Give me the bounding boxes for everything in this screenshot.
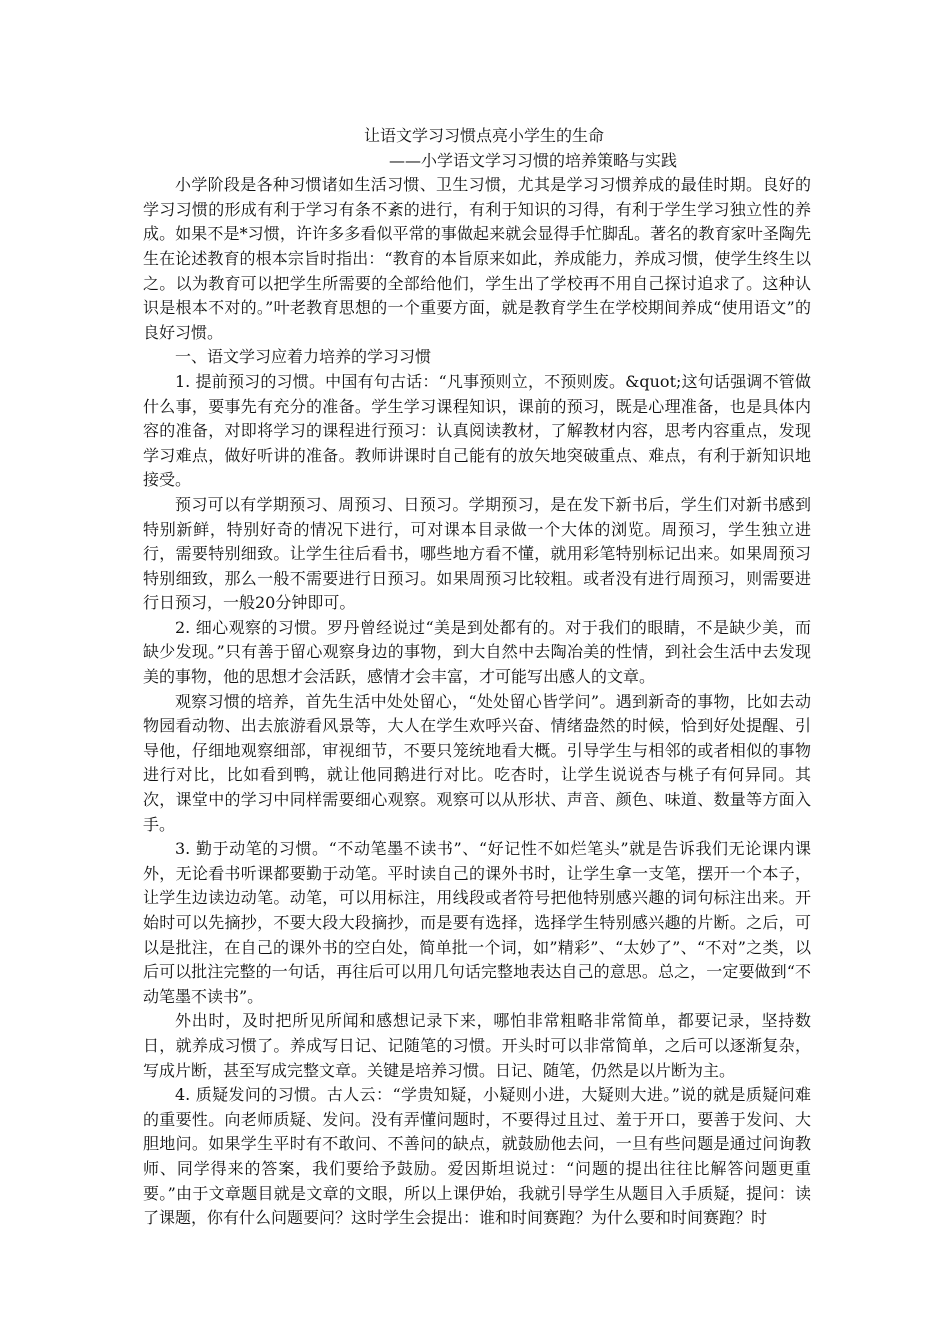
paragraph: 外出时，及时把所见所闻和感想记录下来，哪怕非常粗略非常简单，都要记录，坚持数日，就养成习惯了。养成写日记、记随笔的习惯。开头时可以非常简单，之后可以逐渐复杂，写成片断，甚至写成完整文章。关键是培养习惯。日记、随笔，仍然是以片断为主。 — [143, 1011, 811, 1080]
paragraph: 小学阶段是各种习惯诸如生活习惯、卫生习惯，尤其是学习习惯养成的最佳时期。良好的学习习惯的形成有利于学习有条不紊的进行，有利于知识的习得，有利于学生学习独立性的养成。如果不是*习惯，许许多多看似平常的事做起来就会显得手忙脚乱。著名的教育家叶圣陶先生在论述教育的根本宗旨时指出：“教育的本旨原来如此，养成能力，养成习惯，使学生终生以之。以为教育可以把学生所需要的全部给他们，学生出了学校再不用自己探讨追求了。这种认识是根本不对的。”叶老教育思想的一个重要方面，就是教育学生在学校期间养成“使用语文”的良好习惯。 — [143, 175, 811, 342]
paragraph: 预习可以有学期预习、周预习、日预习。学期预习，是在发下新书后，学生们对新书感到特别新鲜，特别好奇的情况下进行，可对课本目录做一个大体的浏览。周预习，学生独立进行，需要特别细致。让学生往后看书，哪些地方看不懂，就用彩笔特别标记出来。如果周预习特别细致，那么一般不需要进行日预习。如果周预习比较粗。或者没有进行周预习，则需要进行日预习，一般20分钟即可。 — [143, 494, 811, 613]
document-subtitle: ——小学语文学习习惯的培养策略与实践 — [389, 150, 678, 170]
paragraph: 观察习惯的培养，首先生活中处处留心，“处处留心皆学问”。遇到新奇的事物，比如去动物园看动物、出去旅游看风景等，大人在学生欢呼兴奋、情绪盎然的时候，恰到好处提醒、引导他，仔细地观察细部，审视细节，不要只笼统地看大概。引导学生与相邻的或者相似的事物进行对比，比如看到鸭，就让他同鹅进行对比。吃杏时，让学生说说杏与桃子有何异同。其次，课堂中的学习中同样需要细心观察。观察可以从形状、声音、颜色、味道、数量等方面入手。 — [143, 691, 811, 834]
paragraph: 3. 勤于动笔的习惯。“不动笔墨不读书”、“好记性不如烂笔头”就是告诉我们无论课内课外，无论看书听课都要勤于动笔。平时读自己的课外书时，让学生拿一支笔，摆开一个本子，让学生边读边动笔。动笔，可以用标注，用线段或者符号把他特别感兴趣的词句标注出来。开始时可以先摘抄，不要大段大段摘抄，而是要有选择，选择学生特别感兴趣的片断。之后，可以是批注，在自己的课外书的空白处，简单批一个词，如”精彩”、“太妙了”、“不对”之类，以后可以批注完整的一句话，再往后可以用几句话完整地表达自己的意思。总之，一定要做到“不动笔墨不读书”。 — [143, 839, 811, 1006]
document-title: 让语文学习习惯点亮小学生的生命 — [363, 126, 604, 145]
document-body — [143, 124, 811, 1231]
paragraph: 4. 质疑发问的习惯。古人云：“学贵知疑，小疑则小进，大疑则大进。”说的就是质疑问难的重要性。向老师质疑、发问。没有弄懂问题时，不要得过且过、羞于开口，要善于发问、大胆地问。如果学生平时有不敢问、不善问的缺点，就鼓励他去问，一旦有些问题是通过问询教师、同学得来的答案，我们要给予鼓励。爱因斯坦说过：“问题的提出往往比解答问题更重要。”由于文章题目就是文章的文眼，所以上课伊始，我就引导学生从题目入手质疑，提问：读了课题，你有什么问题要问？这时学生会提出：谁和时间赛跑？为什么要和时间赛跑？时 — [143, 1085, 811, 1228]
section-heading: 一、语文学习应着力培养的学习习惯 — [175, 347, 432, 367]
paragraph: 1. 提前预习的习惯。中国有句古话：“凡事预则立，不预则废。&quot;这句话强调不管做什么事，要事先有充分的准备。学生学习课程知识，课前的预习，既是心理准备，也是具体内容的准备，对即将学习的课程进行预习：认真阅读教材，了解教材内容，思考内容重点，发现学习难点，做好听讲的准备。教师讲课时自己能有的放矢地突破重点、难点，有利于新知识地接受。 — [143, 371, 811, 490]
paragraph: 2. 细心观察的习惯。罗丹曾经说过“美是到处都有的。对于我们的眼睛，不是缺少美，而缺少发现。”只有善于留心观察身边的事物，到大自然中去陶冶美的性情，到社会生活中去发现美的事物，他的思想才会活跃，感情才会丰富，才可能写出感人的文章。 — [143, 617, 811, 687]
